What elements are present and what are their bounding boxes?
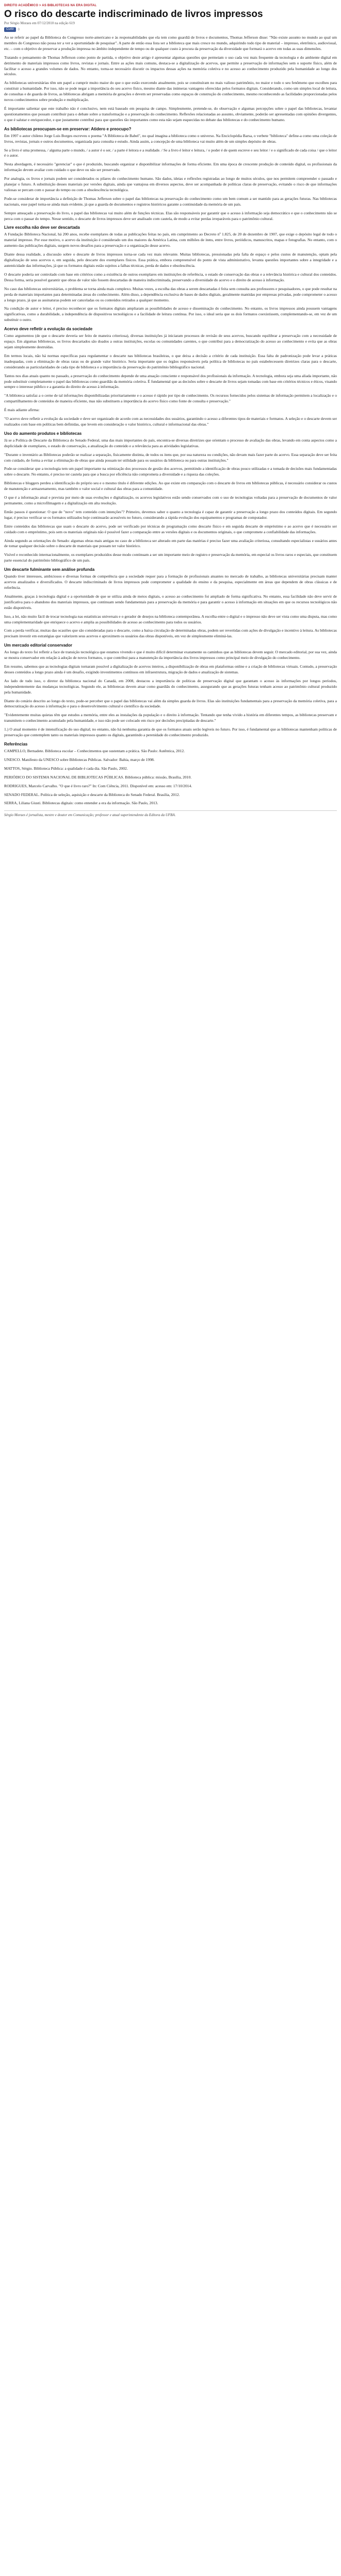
body-paragraph: Na condição de autor e leitor, é preciso reconhecer que os formatos digitais ampliaram as possibilidades de acesso e disseminação do conhecimento. No entanto, os livros impressos ainda possuem vantagens significativas, como a durabilidade, a independência de dispositivos tecnológicos e a facilidade de leitura contínua. Por isso, o ideal seria que os dois formatos coexistissem, complementando-se, em vez de um substituir o outro.	[4, 306, 337, 323]
body-paragraph: Diante dessa realidade, a discussão sobre o descarte de livros impressos torna-se cada vez mais relevante. Muitas bibliotecas, pressionadas pela falta de espaço e pelos custos de manutenção, optam pela digitalização de seus acervos e, em seguida, pelo descarte dos exemplares físicos. Essa prática, embora compreensível do ponto de vista administrativo, levanta questões importantes sobre a integridade e a autenticidade das informações, já que os formatos digitais estão sujeitos a falhas técnicas, perda de dados e obsolescência.	[4, 252, 337, 268]
section-heading: Um descarte fulminante sem análise profunda	[4, 567, 95, 572]
body-paragraph: 1.) O atual momento é de intensificação do uso digital; no entanto, não há nenhuma garantia de que os formatos atuais serão legíveis no futuro. Por isso, é fundamental que as bibliotecas mantenham políticas de preservação que contemplem tanto os materiais impressos quanto os digitais, garantindo a perenidade do conhecimento produzido.	[4, 727, 337, 738]
body-paragraph: Como argumentou (de que o descarte deveria ser feito de maneira criteriosa), diversas instituições já iniciaram processos de revisão de seus acervos, buscando equilibrar a preservação com a necessidade de espaço. Em algumas bibliotecas, os livros descartados são doados a outras instituições, escolas ou comunidades carentes, o que contribui para a democratização do acesso ao conhecimento e evita que as obras sejam simplesmente destruídas.	[4, 333, 337, 349]
body-paragraph: Ao lado de tudo isso, o diretor da biblioteca nacional do Canadá, em 2008, destacou a importância de políticas de preservação digital que garantam o acesso às informações por longos períodos, independentemente das mudanças tecnológicas. Segundo ele, as bibliotecas devem atuar como guardiãs do conhecimento, assegurando que as gerações futuras tenham acesso ao patrimônio cultural produzido pela humanidade.	[4, 678, 337, 694]
body-paragraph: Em 1997 o autor chileno Jorge Luis Borges escreveu o poema "A Biblioteca de Babel", no qual imagina a biblioteca como o universo. Na Enciclopédia Barsa, o verbete "biblioteca" define-a como uma coleção de livros, revistas, jornais e outros documentos, organizada para consulta e estudo. Ainda assim, a concepção de uma biblioteca vai muito além de um simples depósito de obras.	[4, 133, 337, 144]
body-paragraph: Por analogia, os livros e jornais podem ser considerados os pilares do conhecimento humano. São dados, ideias e reflexões registradas ao longo de muitos séculos, que nos permitem compreender o passado e planejar o futuro. A substituição desses materiais por versões digitais, ainda que vantajosa em diversos aspectos, deve ser acompanhada de políticas claras de preservação, evitando o risco de que informações valiosas se percam com o passar do tempo ou com a obsolescência tecnológica.	[4, 176, 337, 192]
article-body	[4, 35, 337, 806]
body-paragraph: Com a perda verificar, muitas das ocasiões que são consideradas para o descarte, como a baixa circulação de determinadas obras, podem ser revertidas com ações de divulgação e incentivo à leitura. As bibliotecas precisam investir em estratégias que valorizem seus acervos e aproximem os usuários das obras disponíveis, em vez de simplesmente eliminá-las.	[4, 628, 337, 639]
article-title: O risco do descarte indiscriminado de livros impressos	[4, 9, 263, 20]
section-heading: Um mercado editorial conservador	[4, 643, 73, 648]
body-paragraph: Pode-se considerar que a tecnologia tem um papel importante na otimização dos processos de gestão dos acervos, permitindo a identificação de obras pouco utilizadas e a tomada de decisões mais fundamentadas sobre o descarte. No entanto, é preciso ter cautela para que a busca por eficiência não comprometa a diversidade e a riqueza das coleções.	[4, 466, 337, 477]
body-paragraph: Nesta abordagem, é necessário "gerenciar" o que é produzido, buscando organizar e disponibilizar informações de forma eficiente. Em uma época de crescente produção de conteúdo digital, os profissionais da informação devem avaliar com cuidado o que deve ou não ser preservado.	[4, 162, 337, 173]
body-paragraph: Ao se referir ao papel da Biblioteca do Congresso norte-americano e às responsabilidades que ela tem como guardiã de livros e documentos, Thomas Jefferson disse: "Não existe assunto no mundo ao qual um membro do Congresso não possa ter a ver a oportunidade de pesquisar". A parte de então essa lista ser a biblioteca que mais cresce no mundo, adquirindo todo tipo de material – impresso, eletrônico, audiovisual, etc. – com o objetivo de preservar a produção impressa no âmbito independente de tempo ou de qualquer custo à procura da preservação da diversidade que formará o acervo em todas as suas dimensões.	[4, 35, 337, 51]
body-paragraph: Sempre ameaçado a preservação do livro, o papel das bibliotecas vai muito além de funções técnicas. Elas são responsáveis por garantir que o acesso à informação seja democrático e que o conhecimento não se perca com o passar do tempo. Nesse sentido, o descarte de livros impressos deve ser analisado com cautela, de modo a evitar perdas irreparáveis para o patrimônio cultural.	[4, 210, 337, 221]
share-bar	[4, 27, 337, 32]
block-quote: "Evidentemente muitas quietas têm que estudos a memória, entre eles as instalações da população e o direito à informação. Tentando que tenha vivido a história em diferentes tempos, as bibliotecas preservam e transmitem o conhecimento acumulado pela humanidade, e isso não pode ser colocado em risco por decisões precipitadas de descarte."	[4, 713, 337, 723]
reference-item: UNESCO. Manifesto da UNESCO sobre Bibliotecas Públicas. Salvador: Bahia, março de 1998.	[4, 757, 155, 762]
body-paragraph: Isso, a lei, não muito fácil de trocar tecnologia nas estatísticas universais e o gerador de desejos na biblioteca contemporânea. A escolha entre o digital e o impresso não deve ser vista como uma disputa, mas como uma complementaridade que enriquece o acervo e amplia as possibilidades de acesso ao conhecimento para todos os usuários.	[4, 614, 337, 624]
body-paragraph: É mais adiante afirma:	[4, 408, 40, 413]
reference-item: RODRIGUES, Marcelo Carvalho. "O que é livro raro?" In: Com Ciência, 2011. Disponível em: acesso em: 17/10/2014.	[4, 783, 192, 788]
section-heading: As bibliotecas preocupam-se em preservar: Atidero e preocupo?	[4, 126, 132, 131]
section-heading: Acervo deve refletir a evolução da sociedade	[4, 327, 93, 332]
like-count: 0	[18, 28, 20, 31]
body-paragraph: No caso das bibliotecas universitárias, o problema se torna ainda mais complexo. Muitas vezes, a escolha das obras a serem descartadas é feita sem consulta aos professores e pesquisadores, o que pode resultar na perda de materiais importantes para determinadas áreas do conhecimento. Além disso, a dependência exclusiva de bases de dados digitais, geralmente mantidas por empresas privadas, pode comprometer o acesso a longo prazo, já que as assinaturas podem ser canceladas ou os conteúdos retirados a qualquer momento.	[4, 286, 337, 302]
body-paragraph: Ao longo do texto foi refletir a face de transição tecnológica que estamos vivendo e que é muito difícil determinar exatamente os caminhos que as bibliotecas devem seguir. O mercado editorial, por sua vez, ainda se mostra conservador em relação à adoção de novos formatos, o que contribui para a manutenção da importância dos livros impressos como principal meio de divulgação do conhecimento.	[4, 650, 337, 660]
body-paragraph: Diante do cenário descrito ao longo do texto, pode-se perceber que o papel das bibliotecas vai além da simples guarda de livros. Elas são instituições fundamentais para a preservação da memória coletiva, para a democratização do acesso à informação e para o desenvolvimento cultural e científico da sociedade.	[4, 698, 337, 709]
article-byline: Por Sérgio Moraes em 07/12/2010 na edição 619	[4, 21, 75, 25]
section-heading: Livre escolha não deve ser descartada	[4, 225, 80, 230]
body-paragraph: Em resumo, sabemos que as tecnologias digitais tornaram possível a digitalização de acervos inteiros, a disponibilização de obras em plataformas online e a criação de bibliotecas virtuais. Contudo, a preservação desses conteúdos a longo prazo ainda é um desafio, exigindo investimentos contínuos em infraestrutura, migração de dados e atualização de sistemas.	[4, 664, 337, 674]
body-paragraph: O descarte poderia ser controlado com base em critérios como a existência de outros exemplares em instituições de referência, o estado de conservação das obras e a relevância histórica e cultural dos conteúdos. Dessa forma, seria possível garantir que obras de valor não fossem descartadas de maneira indiscriminada, preservando a diversidade do acervo e o direito de acesso à informação.	[4, 272, 337, 282]
reference-item: CAMPELLO, Bernadete. Biblioteca escolar – Conhecimentos que sustentam a prática. São Paulo: Autêntica, 2012.	[4, 749, 185, 753]
body-paragraph: Entre conteúdos das bibliotecas que usam o descarte do acervo, pode ser verificado por técnicas de programação como descarte físico e em seguida descarte de empréstimo e ao acervo que é necessário ser cuidado com o empréstimo, pois sem os materiais originais não é possível fazer a comparação entre as versões digitais e os documentos originais, o que compromete a confiabilidade das informações.	[4, 523, 337, 534]
block-quote: "O acervo deve refletir a evolução da sociedade e deve ser organizado de acordo com as necessidades dos usuários, garantindo o acesso a diferentes tipos de materiais e formatos. A seleção e o descarte devem ser realizados com base em políticas bem definidas, que levem em consideração o valor histórico, cultural e informacional das obras."	[4, 416, 337, 427]
body-paragraph: Já se a Política de Descarte da Biblioteca do Senado Federal, uma das mais importantes do país, encontra-se diversas diretrizes que orientam o processo de avaliação das obras, levando em conta aspectos como a duplicidade de exemplares, o estado de conservação, a atualização do conteúdo e a relevância para as atividades legislativas.	[4, 437, 337, 448]
body-paragraph: Ainda segundo as orientações do Senado: algumas obras mais antigas no caso de a biblioteca ser alterado em parte das matérias é preciso fazer uma avaliação criteriosa, consultando especialistas e usuários antes de tomar qualquer decisão sobre o descarte de materiais que possam ter valor histórico.	[4, 538, 337, 549]
body-paragraph: As bibliotecas universitárias têm um papel a cumprir muito maior do que o que estão exercendo atualmente, pois se constituíram no mais valioso patrimônio, no maior e todo o seu fenômeno que escolheu para constituir a humanidade. Por isso, não se pode negar a importância do seu acervo físico, mesmo diante das inúmeras vantagens oferecidas pelos formatos digitais. Considerando, como um simples local de leitura, de consultas e de guarda de livros, as bibliotecas abrigam a memória de gerações e devem ser preservadas como espaços de construção do conhecimento, mesmo reconhecendo as facilidades proporcionadas pelos novos conhecimentos sobre produção e multiplicação.	[4, 80, 337, 103]
body-paragraph: É importante salientar que este trabalho não é conclusivo, nem está baseado em pesquisa de campo. Simplesmente, pretende-se, do observação e algumas percepções sobre o papel das bibliotecas, levantar questionamentos que possam contribuir para o debate sobre a transformação e a preservação do conhecimento. Reflexões relacionadas ao assunto, obviamente, poderão ser apresentadas com opiniões divergentes, o que é salutar e enriquecedor, e que justamente contribui para que questões tão importantes como esta não sejam esquecidas no debate das bibliotecas e do conhecimento humano.	[4, 106, 337, 122]
reference-item: SERRA, Liliana Giusti. Bibliotecas digitais: como entender a era da informação. São Paulo, 2013.	[4, 801, 158, 806]
reference-item: MATTOS, Sérgio. Biblioteca Pública: a qualidade é cada dia. São Paulo, 2002.	[4, 766, 128, 771]
reference-item: PERIÓDICO DO SISTEMA NACIONAL DE BIBLIOTECAS PÚBLICAS. Biblioteca pública: missão, Brasília, 2010.	[4, 774, 192, 779]
block-quote: "A biblioteca satisfaz a o cerne de tal informações disponibilizadas prioritariamente e o acesso é rápido por tipo de conhecimento. Os recursos fornecidos pelos sistemas de informação permitem a localização e o compartilhamento de conteúdos de maneira eficiente, mas não substituem a importância do acervo físico como fonte de consulta e preservação."	[4, 393, 337, 404]
reference-item: SENADO FEDERAL. Política de seleção, aquisição e descarte da Biblioteca do Senado Federal. Brasília, 2012.	[4, 792, 180, 797]
body-paragraph: Quando tiver interesses, ambiciosos e diversas formas de competência que a sociedade requer para a formação de profissionais atuantes no mercado de trabalho, as bibliotecas universitárias precisam manter acervos atualizados e diversificados. O descarte indiscriminado de livros impressos pode comprometer a qualidade do ensino e da pesquisa, especialmente em áreas que dependem de obras clássicas e de referência.	[4, 574, 337, 590]
body-paragraph: A Fundação Biblioteca Nacional, há 200 anos, recebe exemplares de todas as publicações feitas no país, em cumprimento ao Decreto nº 1.825, de 20 de dezembro de 1907, que exige o depósito legal de todo o material impresso. Por esse motivo, o acervo da instituição é considerado um dos maiores da América Latina, com milhões de itens, entre livros, periódicos, manuscritos, mapas e fotografias. No entanto, com o aumento das publicações digitais, surgem novos desafios para a preservação e a organização desse acervo.	[4, 232, 337, 248]
section-kicker[interactable]: DIREITO ACADÊMICO > AS BIBLIOTECAS NA ERA DIGITAL	[4, 4, 97, 7]
body-paragraph: Tantos nos dias atuais quanto no passado, a preservação do conhecimento depende de uma atuação consciente e responsável dos profissionais da informação. A tecnologia, embora seja uma aliada importante, não pode substituir completamente o papel das bibliotecas como guardiãs da memória coletiva. É fundamental que as decisões sobre o descarte de livros sejam tomadas com base em critérios técnicos e éticos, visando sempre o interesse público e a garantia do direito de acesso à informação.	[4, 373, 337, 389]
body-paragraph: Pode-se considerar de importância a definição de Thomas Jefferson sobre o papel das bibliotecas na preservação do conhecimento como um bem comum a ser mantido para as gerações futuras. Nas bibliotecas nacionais, esse papel torna-se ainda mais evidente, já que a guarda de documentos e registros históricos garante a continuidade da memória de um país.	[4, 196, 337, 207]
block-quote: Se a livro é uma promessa, / alguma parte o mundo, / a autor é o ser, / a parte é leitora e a realidade. / Se a livro é leitor e leitura, / o poder é de quem escreve e seu leitor / e o significado de cada coisa / que o leitor é o autor.	[4, 147, 337, 158]
body-paragraph: Em termos locais, não há normas específicas para regulamentar o descarte nas bibliotecas brasileiras, o que deixa a decisão a critério de cada instituição. Essa falta de padronização pode levar a práticas inadequadas, com a eliminação de obras raras ou de grande valor histórico. Seria importante que os órgãos responsáveis pela política de bibliotecas no país estabelecessem diretrizes claras para o descarte, considerando as particularidades de cada tipo de biblioteca e a importância da preservação do patrimônio bibliográfico nacional.	[4, 353, 337, 369]
section-heading: Referências	[4, 742, 28, 747]
body-paragraph: Visível e reconhecido internacionalmente, os exemplares produzidos desse modo continuam a ser um importante meio de registro e preservação da memória, em especial os livros raros e especiais, que constituem parte essencial do patrimônio bibliográfico de um país.	[4, 552, 337, 563]
body-paragraph: Tratando o pensamento de Thomas Jefferson como ponto de partida, o objetivo deste artigo é apresentar algumas questões que permeiam o uso cada vez mais frequente da tecnologia e do ambiente digital em detrimento de materiais impressos como livros, revistas e jornais. Entre as ações mais comuns, destaca-se a digitalização de acervos, que permite a preservação de informações sem o suporte físico, além de facilitar o acesso a grandes volumes de dados. No entanto, torna-se necessário discutir os impactos dessas ações na memória coletiva e no acesso ao conhecimento produzido pela humanidade ao longo dos séculos.	[4, 55, 337, 77]
author-note: Sérgio Moraes é jornalista, mestre e doutor em Comunicação; professor e atual superintendente da Editora da UFBA.	[4, 810, 337, 817]
body-paragraph: Atualmente, graças à tecnologia digital e a oportunidade de que se utiliza ainda de meios digitais, o acesso ao conhecimento foi ampliado de forma significativa. No entanto, essa facilidade não deve servir de justificativa para o abandono dos materiais impressos, que continuam sendo fundamentais para a preservação da memória e para garantir o acesso à informação em situações em que os recursos tecnológicos não estão disponíveis.	[4, 594, 337, 610]
like-button[interactable]: Curtir	[4, 27, 16, 32]
section-heading: Uso do aumento produtos e bibliotecas	[4, 431, 82, 436]
body-paragraph: O que é a informação atual e prevista por meio de suas evoluções e digitalização, os acervos legislativos estão sendo conservados com o uso de tecnologias voltadas para a preservação de documentos de valor permanente, como a microfilmagem e a digitalização em alta resolução.	[4, 495, 337, 505]
body-paragraph: Bibliotecas e bloggers perdeu a identificação do próprio seu e o mesmo título é diferente edições. Ao que existe em comparação com o descarte de livros em bibliotecas públicas, é necessário considerar os custos de manutenção e armazenamento, mas também o valor social e cultural das obras para a comunidade.	[4, 481, 337, 492]
body-paragraph: "Durante o inventário as Bibliotecas poderão se realizar a separação, fisicamente distinta, de todos os itens que, por sua natureza ou condições, não devam mais fazer parte do acervo. Essa separação deve ser feita com cuidado, de forma a evitar a eliminação de obras que ainda possam ter utilidade para os usuários da biblioteca ou para outras instituições."	[4, 452, 337, 463]
body-paragraph: Então passos é questionar: O que de "novo" tem conteúdo com intenções"? Primeiro, devemos saber o quanto a tecnologia é capaz de garantir a preservação a longo prazo dos conteúdos digitais. Em segundo lugar, é preciso verificar se os formatos utilizados hoje continuarão acessíveis no futuro, considerando a rápida evolução dos equipamentos e programas de computador.	[4, 509, 337, 520]
